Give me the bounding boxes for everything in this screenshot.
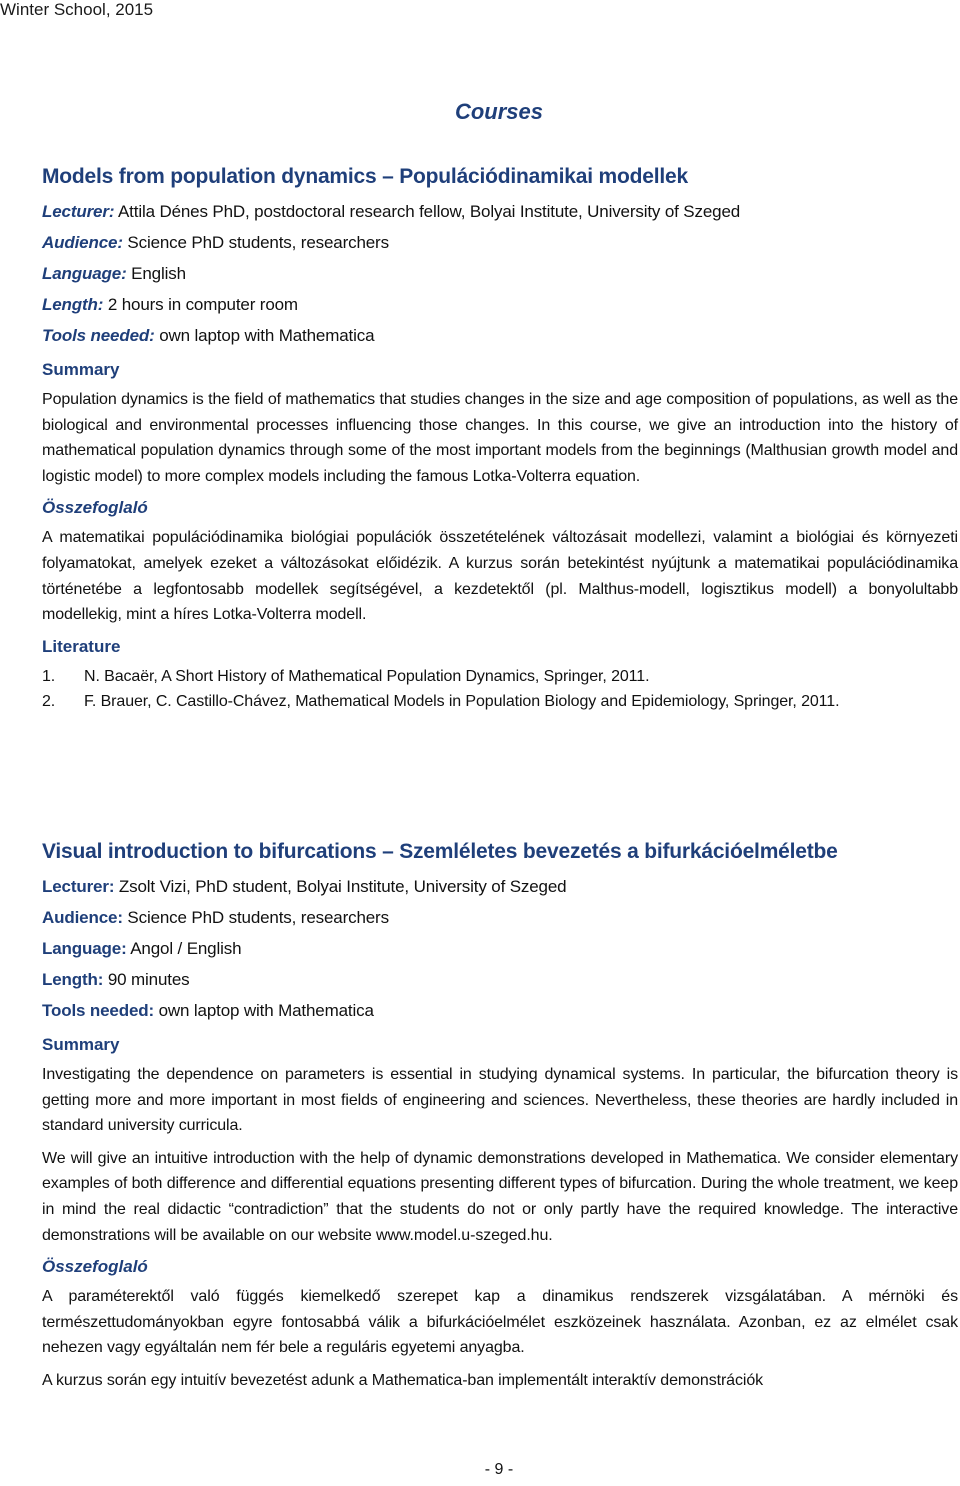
- literature-item: [42, 689, 958, 715]
- course-section-bifurcations: [42, 839, 958, 1401]
- summary-heading: Summary: [42, 360, 120, 379]
- meta-key: Lecturer:: [42, 202, 115, 221]
- osszefoglalo-heading: Összefoglaló: [42, 1257, 148, 1277]
- course-title: Models from population dynamics – Populációdinamikai modellek: [42, 165, 688, 188]
- course-section-population-dynamics: [42, 164, 958, 715]
- meta-key: Audience:: [42, 233, 123, 252]
- meta-value: 90 minutes: [103, 970, 190, 989]
- meta-key: Language:: [42, 939, 127, 958]
- meta-value: Science PhD students, researchers: [122, 233, 389, 252]
- meta-value: Zsolt Vizi, PhD student, Bolyai Institute, University of Szeged: [114, 877, 567, 896]
- meta-value: own laptop with Mathematica: [154, 1001, 374, 1020]
- meta-value: own laptop with Mathematica: [154, 326, 375, 345]
- meta-key: Tools needed:: [42, 326, 155, 345]
- osszefoglalo-heading: Összefoglaló: [42, 498, 148, 518]
- page-title: Courses: [454, 99, 544, 124]
- meta-language: [42, 258, 958, 289]
- meta-tools: [42, 320, 958, 351]
- meta-length: [42, 964, 958, 995]
- meta-value: 2 hours in computer room: [103, 295, 298, 314]
- meta-value: Attila Dénes PhD, postdoctoral research fellow, Bolyai Institute, University of Szeged: [114, 202, 741, 221]
- page-number: - 9 -: [484, 1461, 514, 1478]
- osszefoglalo-paragraph: A paraméterektől való függés kiemelkedő szerepet kap a dinamikus rendszerek vizsgálatában. A mérnöki és természettudományokban egyre fontosabbá válik a bifurkációelmélet eszközeinek használata. Azonban, ez az elmélet csak nehezen vagy egyáltalán nem fér bele a reguláris egyetemi anyagba.: [42, 1288, 958, 1357]
- meta-audience: [42, 227, 958, 258]
- meta-tools: [42, 995, 958, 1026]
- meta-key: Length:: [42, 970, 104, 989]
- summary-heading: Summary: [42, 1035, 120, 1054]
- running-header: Winter School, 2015: [0, 0, 154, 19]
- meta-key: Language:: [42, 264, 127, 283]
- literature-heading: Literature: [42, 636, 121, 656]
- meta-language: [42, 933, 958, 964]
- meta-key: Length:: [42, 295, 104, 314]
- literature-item-text: N. Bacaër, A Short History of Mathematical Population Dynamics, Springer, 2011.: [84, 667, 650, 685]
- meta-key: Lecturer:: [42, 877, 115, 896]
- meta-key: Audience:: [42, 908, 123, 927]
- meta-value: English: [126, 264, 186, 283]
- literature-item-number: 1.: [42, 667, 56, 685]
- osszefoglalo-paragraph: A matematikai populációdinamika biológiai populációk összetételének változásait modellezi, valamint a biológiai és környezeti folyamatokat, amelyek ezeket a változásokat előidézik. A kurzus során betekintést nyújtunk a matematikai populációdinamika történetébe a legfontosabb modellek segítségével, a kezdetektől (pl. Malthus-modell, logisztikus modell) a bonyolultabb modellekig, mint a híres Lotka-Volterra modell.: [42, 529, 958, 624]
- literature-list: [42, 664, 958, 715]
- osszefoglalo-paragraph: A kurzus során egy intuitív bevezetést adunk a Mathematica-ban implementált interaktív demonstrációk: [42, 1371, 764, 1389]
- meta-value: Science PhD students, researchers: [122, 908, 389, 927]
- meta-lecturer: [42, 196, 958, 227]
- literature-item-text: F. Brauer, C. Castillo-Chávez, Mathematical Models in Population Biology and Epidemiology, Springer, 2011.: [84, 693, 840, 711]
- course-meta: [42, 871, 958, 1026]
- literature-item: [42, 664, 958, 690]
- course-meta: [42, 196, 958, 351]
- meta-lecturer: [42, 871, 958, 902]
- summary-paragraph: Investigating the dependence on parameters is essential in studying dynamical systems. In particular, the bifurcation theory is getting more and more important in most fields of engineering and sciences. Nevertheless, these theories are hardly included in standard university curricula.: [42, 1066, 958, 1135]
- meta-value: Angol / English: [126, 939, 242, 958]
- summary-paragraph: We will give an intuitive introduction with the help of dynamic demonstrations developed in Mathematica. We consider elementary examples of both difference and differential equations presenting different types of bifurcation. During the whole treatment, we keep in mind the real didactic “contradiction” that the students do not or only partly have the required knowledge. The interactive demonstrations will be available on our website www.model.u-szeged.hu.: [42, 1149, 958, 1244]
- course-title: Visual introduction to bifurcations – Szemléletes bevezetés a bifurkációelméletbe: [42, 840, 838, 863]
- meta-length: [42, 289, 958, 320]
- meta-key: Tools needed:: [42, 1001, 155, 1020]
- summary-paragraph: Population dynamics is the field of mathematics that studies changes in the size and age composition of populations, as well as the biological and environmental processes influencing those changes. In this course, we give an introduction into the history of mathematical population dynamics through some of the most important models from the beginnings (Malthusian growth model and logistic model) to more complex models including the famous Lotka-Volterra equation.: [42, 391, 958, 485]
- literature-item-number: 2.: [42, 693, 56, 711]
- meta-audience: [42, 902, 958, 933]
